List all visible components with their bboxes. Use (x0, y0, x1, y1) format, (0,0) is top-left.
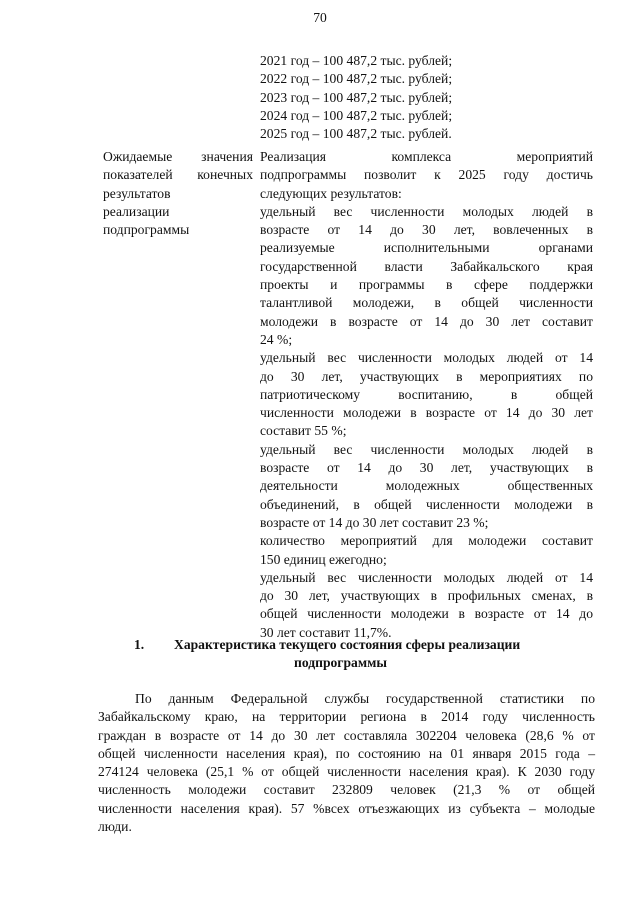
label-line: подпрограммы (103, 222, 190, 238)
results-line: общей численности молодежи в возрасте от 14 до (260, 606, 593, 622)
results-line: патриотическому воспитанию, в общей (260, 386, 593, 402)
funding-by-year (260, 52, 595, 143)
results-line: удельный вес численности молодых людей от 14 (260, 569, 593, 585)
results-line: реализуемые исполнительными органами (260, 240, 593, 256)
results-line: государственной власти Забайкальского края (260, 258, 593, 274)
results-line: Реализация комплекса мероприятий (260, 149, 593, 164)
results-line: подпрограммы позволит к 2025 году достичь (260, 167, 593, 183)
section-number: 1. (134, 637, 145, 652)
label-line: реализации (103, 203, 170, 219)
body-line: 274124 человека (25,1 % от общей численности населения края). К 2030 году (98, 764, 595, 780)
body-line: граждан в возрасте от 14 до 30 лет составляла 302204 человека (28,6 % от (98, 727, 595, 743)
results-line: количество мероприятий для молодежи составит (260, 533, 593, 549)
results-line: 150 единиц ежегодно; (260, 551, 387, 567)
expected-results-text (260, 148, 593, 642)
body-line: численности населения края). 57 %всех отъезжающих из субъекта – молодые (98, 800, 595, 816)
results-line: объединений, в общей численности молодежи в (260, 496, 593, 512)
results-line: до 30 лет, участвующих в профильных сменах, в (260, 588, 593, 604)
label-line: показателей конечных (103, 167, 253, 183)
funding-line-2021: 2021 год – 100 487,2 тыс. рублей; (260, 53, 453, 68)
results-line: молодежи в возрасте от 14 до 30 лет составит (260, 313, 593, 329)
results-line: 24 %; (260, 331, 293, 347)
results-line: возрасте от 14 до 30 лет, вовлеченных в (260, 222, 593, 238)
body-paragraph (98, 690, 595, 836)
results-line: проекты и программы в сфере поддержки (260, 277, 593, 293)
results-line: возрасте от 14 до 30 лет составит 23 %; (260, 514, 489, 530)
expected-results-label (103, 148, 253, 239)
funding-line-2022: 2022 год – 100 487,2 тыс. рублей; (260, 71, 453, 87)
funding-line-2025: 2025 год – 100 487,2 тыс. рублей. (260, 126, 452, 142)
results-line: удельный вес численности молодых людей в (260, 203, 593, 219)
section-title-line-1: Характеристика текущего состояния сферы реализации (174, 637, 521, 652)
results-line: 30 лет составит 11,7%. (260, 624, 392, 640)
results-line: численности молодежи в возрасте от 14 до 30 лет (260, 405, 593, 421)
results-line: следующих результатов: (260, 185, 402, 201)
body-line: численность молодежи составит 232809 человек (21,3 % от общей (98, 782, 595, 798)
results-line: удельный вес численности молодых людей от 14 (260, 350, 593, 366)
body-line: общей численности населения края), по состоянию на 01 января 2015 года – (98, 745, 595, 761)
label-line: результатов (103, 185, 171, 201)
section-title-line-2: подпрограммы (294, 655, 387, 671)
funding-line-2023: 2023 год – 100 487,2 тыс. рублей; (260, 89, 453, 105)
results-line: деятельности молодежных общественных (260, 478, 593, 494)
label-line: Ожидаемые значения (103, 149, 253, 164)
body-line: По данным Федеральной службы государственной статистики по (135, 691, 595, 706)
results-line: возрасте от 14 до 30 лет, участвующих в (260, 460, 593, 476)
body-line: Забайкальскому краю, на территории региона в 2014 году численность (98, 709, 595, 725)
results-line: талантливой молодежи, в общей численности (260, 295, 593, 311)
funding-line-2024: 2024 год – 100 487,2 тыс. рублей; (260, 107, 453, 123)
results-line: составит 55 %; (260, 423, 347, 439)
page-number: 70 (313, 10, 327, 25)
results-line: до 30 лет, участвующих в мероприятиях по (260, 368, 593, 384)
results-line: удельный вес численности молодых людей в (260, 441, 593, 457)
body-line: люди. (98, 819, 132, 835)
